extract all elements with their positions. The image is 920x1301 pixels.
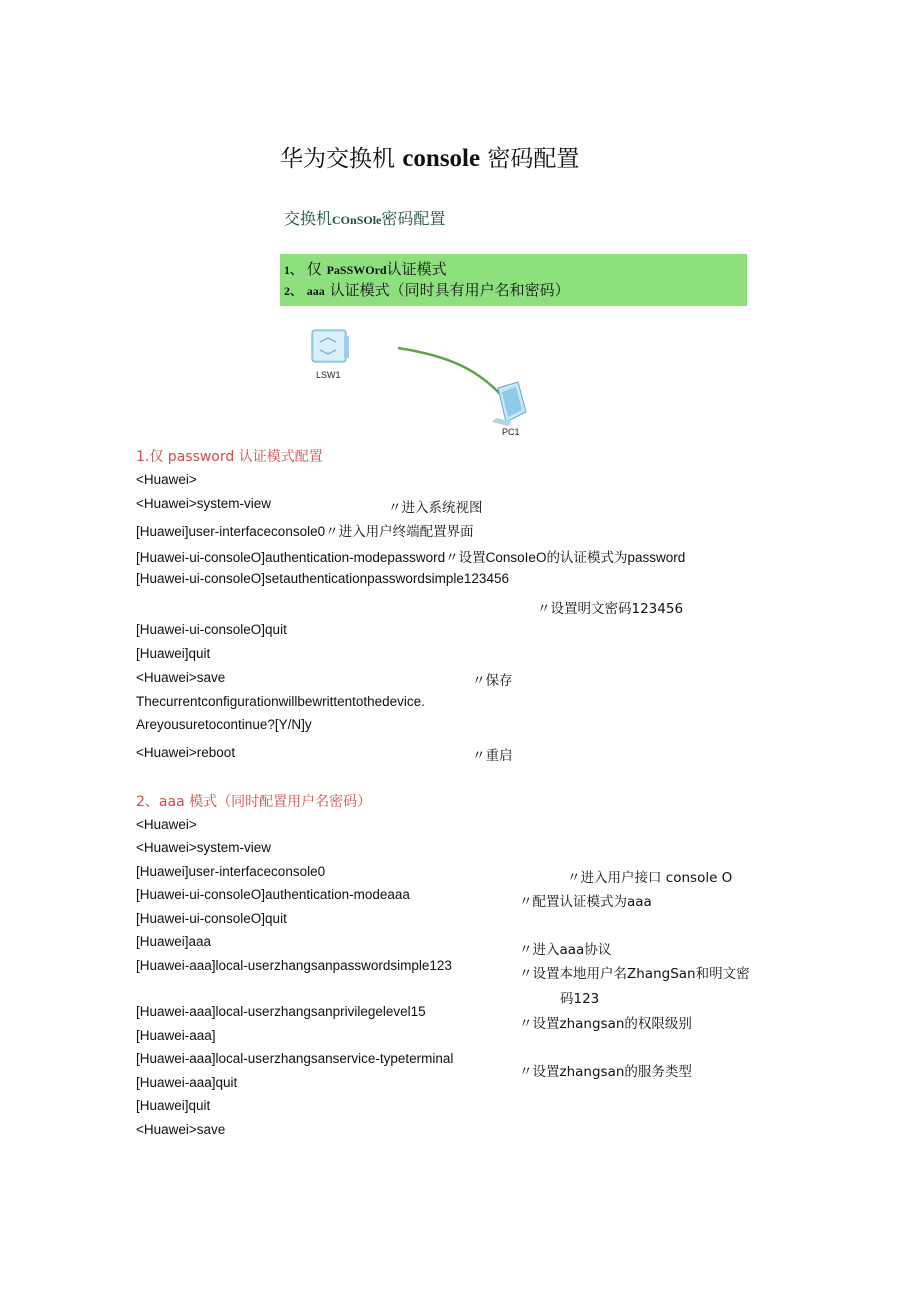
code-line: [Huawei]user-interfaceconsole0: [136, 864, 326, 879]
mode-text-suffix: 认证模式（同时具有用户名和密码）: [329, 281, 570, 299]
code-line: [Huawei]quit: [136, 646, 211, 661]
code-comment: 〃进入aaa协议: [519, 942, 612, 958]
page-title: [280, 140, 579, 173]
code-line: [Huawei-aaa]local-userzhangsanservice-typeterminal: [136, 1051, 454, 1066]
subtitle-bold: COnSOle: [332, 213, 382, 227]
code-line: [Huawei-ui-consoleO]authentication-modepassword〃设置ConsoIeO的认证模式为password: [136, 550, 686, 565]
code-line: [Huawei-aaa]quit: [136, 1075, 238, 1090]
code-line: <Huawei>system-view: [136, 840, 272, 855]
code-line: <Huawei>save: [136, 1122, 226, 1137]
section2-heading: 2、aaa 模式（同时配置用户名密码）: [136, 794, 372, 810]
topology-diagram: [300, 322, 540, 440]
code-line: <Huawei>save: [136, 670, 226, 685]
mode-bold: aaa: [306, 284, 325, 298]
switch-label: LSW1: [316, 370, 341, 380]
code-comment: 〃进入系统视图: [388, 500, 483, 516]
mode-item-2: [284, 279, 570, 300]
pc-icon: [492, 382, 526, 426]
mode-text-prefix: 仅: [306, 260, 322, 278]
code-comment: 〃设置明文密码123456: [537, 601, 684, 617]
subtitle-suffix: 密码配置: [381, 209, 446, 228]
code-comment: 〃配置认证模式为aaa: [519, 894, 652, 910]
code-line: Areyousuretocontinue?[Y/N]y: [136, 717, 312, 732]
mode-text-suffix: 认证模式: [386, 260, 447, 278]
code-line: [Huawei]quit: [136, 1098, 211, 1113]
section1-heading: 1.仅 password 认证模式配置: [136, 449, 323, 465]
code-line: [Huawei-aaa]local-userzhangsanpasswordsimple123: [136, 958, 452, 973]
code-line: [Huawei-aaa]: [136, 1028, 216, 1043]
code-comment: 〃重启: [472, 748, 513, 764]
code-comment: 〃设置本地用户名ZhangSan和明文密: [519, 966, 750, 982]
code-line: [Huawei-aaa]local-userzhangsanprivilegelevel15: [136, 1004, 426, 1019]
link-line: [398, 348, 502, 396]
switch-icon: [312, 330, 349, 362]
pc-label: PC1: [502, 427, 520, 437]
mode-item-1: [284, 258, 447, 279]
title-prefix: 华为交换机: [280, 146, 395, 172]
subtitle-prefix: 交换机: [284, 209, 333, 228]
code-line: [Huawei-ui-consoleO]authentication-modeaaa: [136, 887, 410, 902]
code-line: [Huawei]aaa: [136, 934, 212, 949]
code-line: <Huawei>: [136, 472, 197, 487]
title-suffix: 密码配置: [487, 146, 580, 172]
code-line: <Huawei>reboot: [136, 745, 236, 760]
code-comment: 码123: [560, 991, 600, 1007]
code-line: [Huawei-ui-consoleO]quit: [136, 622, 287, 637]
code-line: <Huawei>: [136, 817, 197, 832]
title-bold: console: [402, 145, 481, 172]
code-comment: 〃进入用户接口 console O: [567, 870, 733, 886]
code-comment: 〃设置zhangsan的权限级别: [519, 1016, 692, 1032]
code-comment: 〃保存: [472, 673, 513, 689]
code-line: [Huawei-ui-consoleO]setauthenticationpasswordsimple123456: [136, 571, 509, 586]
mode-num: 1、: [284, 263, 303, 277]
code-line: [Huawei]user-interfaceconsole0〃进入用户终端配置界面: [136, 524, 474, 539]
subtitle: [284, 206, 445, 229]
code-line: <Huawei>system-view: [136, 496, 272, 511]
code-line: Thecurrentconfigurationwillbewrittentothedevice.: [136, 694, 425, 709]
mode-bold: PaSSWOrd: [326, 263, 387, 277]
code-line: [Huawei-ui-consoleO]quit: [136, 911, 287, 926]
code-comment: 〃设置zhangsan的服务类型: [519, 1064, 692, 1080]
mode-num: 2、: [284, 284, 303, 298]
